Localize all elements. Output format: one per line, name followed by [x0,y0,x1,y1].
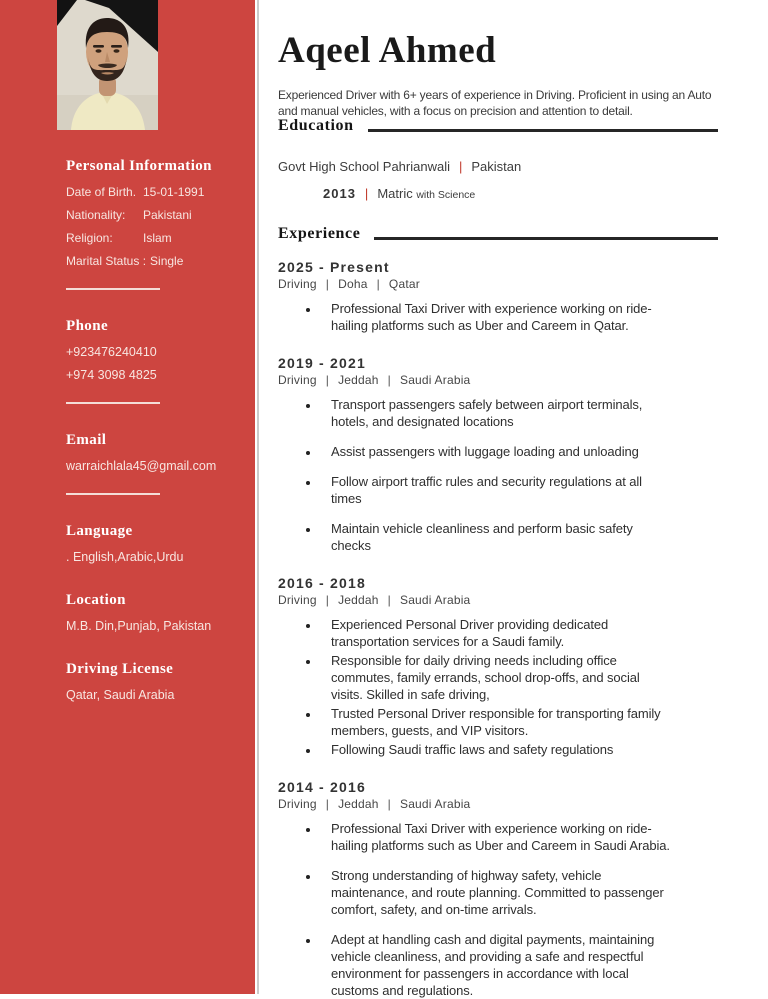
pipe-separator: | [325,372,330,387]
sidebar-section [66,661,243,707]
info-label: Date of Birth. [66,185,137,199]
sidebar-info-row [66,204,243,227]
experience-meta-part: Driving [278,592,317,607]
education-year: 2013 [323,185,356,201]
pipe-separator: | [387,796,391,811]
pipe-separator: | [325,276,330,291]
sidebar-section-title: Personal Information [66,158,212,174]
sidebar-line: Qatar, Saudi Arabia [66,688,175,702]
sidebar-section-body [66,455,243,478]
experience-meta-part: Saudi Arabia [399,796,471,811]
sidebar-line: +974 3098 4825 [66,368,157,382]
summary-text: Experienced Driver with 6+ years of experience in Driving. Proficient in using an Auto and manual vehicles, with a focus on precision and attention to detail. [278,87,712,118]
sidebar-section-title: Language [66,523,133,539]
sidebar-divider [66,288,160,290]
experience-meta-part: Saudi Arabia [399,592,471,607]
sidebar-section-title: Email [66,432,107,448]
sidebar-section-body [66,341,243,387]
profile-photo-image [57,0,158,130]
experience-meta [278,373,718,387]
sidebar-section [66,158,243,290]
experience-bullet: • Assist passengers with luggage loading and unloading [320,443,672,460]
name-heading: Aqeel Ahmed [278,30,497,71]
experience-section [278,225,718,999]
experience-bullet: • Strong understanding of highway safety, vehicle maintenance, and route planning. Committed to passenger comfort, safety, and on-time arrivals. [320,867,672,918]
education-degree-detail: with Science [416,188,476,201]
experience-dates: 2025 - Present [278,258,390,275]
experience-meta-part: Driving [278,372,317,387]
sidebar-info-row [66,250,243,273]
sidebar-info-row [66,227,243,250]
experience-dates: 2014 - 2016 [278,778,366,795]
pipe-separator: | [387,372,391,387]
education-heading: Education [278,116,354,134]
sidebar-info-row [66,181,243,204]
experience-meta-part: Qatar [388,276,420,291]
info-value: 15-01-1991 [143,185,205,199]
experience-bullet: • Following Saudi traffic laws and safety regulations [320,741,672,758]
profile-photo [57,0,158,130]
pipe-separator: | [325,592,330,607]
pipe-separator: | [364,185,369,201]
info-value: Islam [143,231,172,245]
pipe-separator: | [387,592,391,607]
experience-meta-part: Saudi Arabia [399,372,471,387]
sidebar-section-body [66,684,243,707]
experience-heading-rule [374,237,718,240]
experience-meta-part: Doha [338,276,368,291]
info-value: Single [150,254,184,268]
sidebar-section-title: Phone [66,318,109,334]
experience-meta-part: Driving [278,796,317,811]
experience-bullet: • Transport passengers safely between airport terminals, hotels, and designated locations [320,396,672,430]
info-label: Nationality: [66,208,126,222]
experience-bullet: • Follow airport traffic rules and security regulations at all times [320,473,672,507]
experience-bullet: • Trusted Personal Driver responsible for transporting family members, guests, and VIP visitors. [320,705,672,739]
experience-meta-part: Jeddah [338,592,379,607]
pipe-separator: | [376,276,380,291]
sidebar-section [66,523,243,569]
sidebar-divider [66,402,160,404]
experience-entry [278,575,718,758]
experience-entries [278,259,718,999]
experience-bullet: • Adept at handling cash and digital payments, maintaining vehicle cleanliness, and providing a safe and respectful environment for passengers in accordance with local customs and regulations. [320,931,672,999]
sidebar [0,0,255,994]
education-section [278,117,718,201]
experience-bullet: • Professional Taxi Driver with experience working on ride-hailing platforms such as Uber and Careem in Saudi Arabia. [320,820,672,854]
education-school-row [278,159,718,174]
experience-bullet: • Maintain vehicle cleanliness and perform basic safety checks [320,520,672,554]
info-label: Marital Status : [66,254,147,268]
experience-heading-row [278,225,718,243]
experience-dates: 2016 - 2018 [278,574,366,591]
experience-dates: 2019 - 2021 [278,354,366,371]
experience-bullets [278,396,672,554]
sidebar-line: warraichlala45@gmail.com [66,459,217,473]
education-school: Govt High School Pahrianwali [278,158,450,174]
sidebar-section-title: Location [66,592,126,608]
education-heading-row [278,117,718,135]
education-country: Pakistan [471,158,522,174]
experience-entry [278,779,718,999]
experience-meta [278,797,718,811]
experience-meta-part: Jeddah [338,372,379,387]
experience-bullet: • Responsible for daily driving needs including office commutes, family errands, school drop-offs, and social visits. Skilled in safe driving, [320,652,672,703]
sidebar-section [66,318,243,404]
experience-meta [278,593,718,607]
education-degree-row [278,186,718,201]
sidebar-section [66,592,243,638]
sidebar-line: M.B. Din,Punjab, Pakistan [66,619,212,633]
experience-meta-part: Jeddah [338,796,379,811]
pipe-separator: | [458,158,463,174]
experience-bullet: • Experienced Personal Driver providing dedicated transportation services for a Saudi family. [320,616,672,650]
sidebar-section-body [66,546,243,569]
education-degree: Matric [377,185,413,201]
experience-meta [278,277,718,291]
experience-heading: Experience [278,224,361,242]
experience-bullet: • Professional Taxi Driver with experience working on ride-hailing platforms such as Uber and Careem in Qatar. [320,300,672,334]
experience-bullets [278,616,672,758]
sidebar-section-body [66,615,243,638]
experience-entry [278,355,718,554]
sidebar-section [66,432,243,495]
education-heading-rule [368,129,718,132]
sidebar-section-body [66,181,243,273]
sidebar-divider [66,493,160,495]
info-label: Religion: [66,231,113,245]
sidebar-line: . English,Arabic,Urdu [66,550,184,564]
experience-entry [278,259,718,334]
main-content [259,0,768,998]
experience-meta-part: Driving [278,276,317,291]
experience-bullets [278,300,672,334]
pipe-separator: | [325,796,330,811]
info-value: Pakistani [143,208,192,222]
sidebar-section-title: Driving License [66,661,174,677]
sidebar-line: +923476240410 [66,345,157,359]
experience-bullets [278,820,672,999]
